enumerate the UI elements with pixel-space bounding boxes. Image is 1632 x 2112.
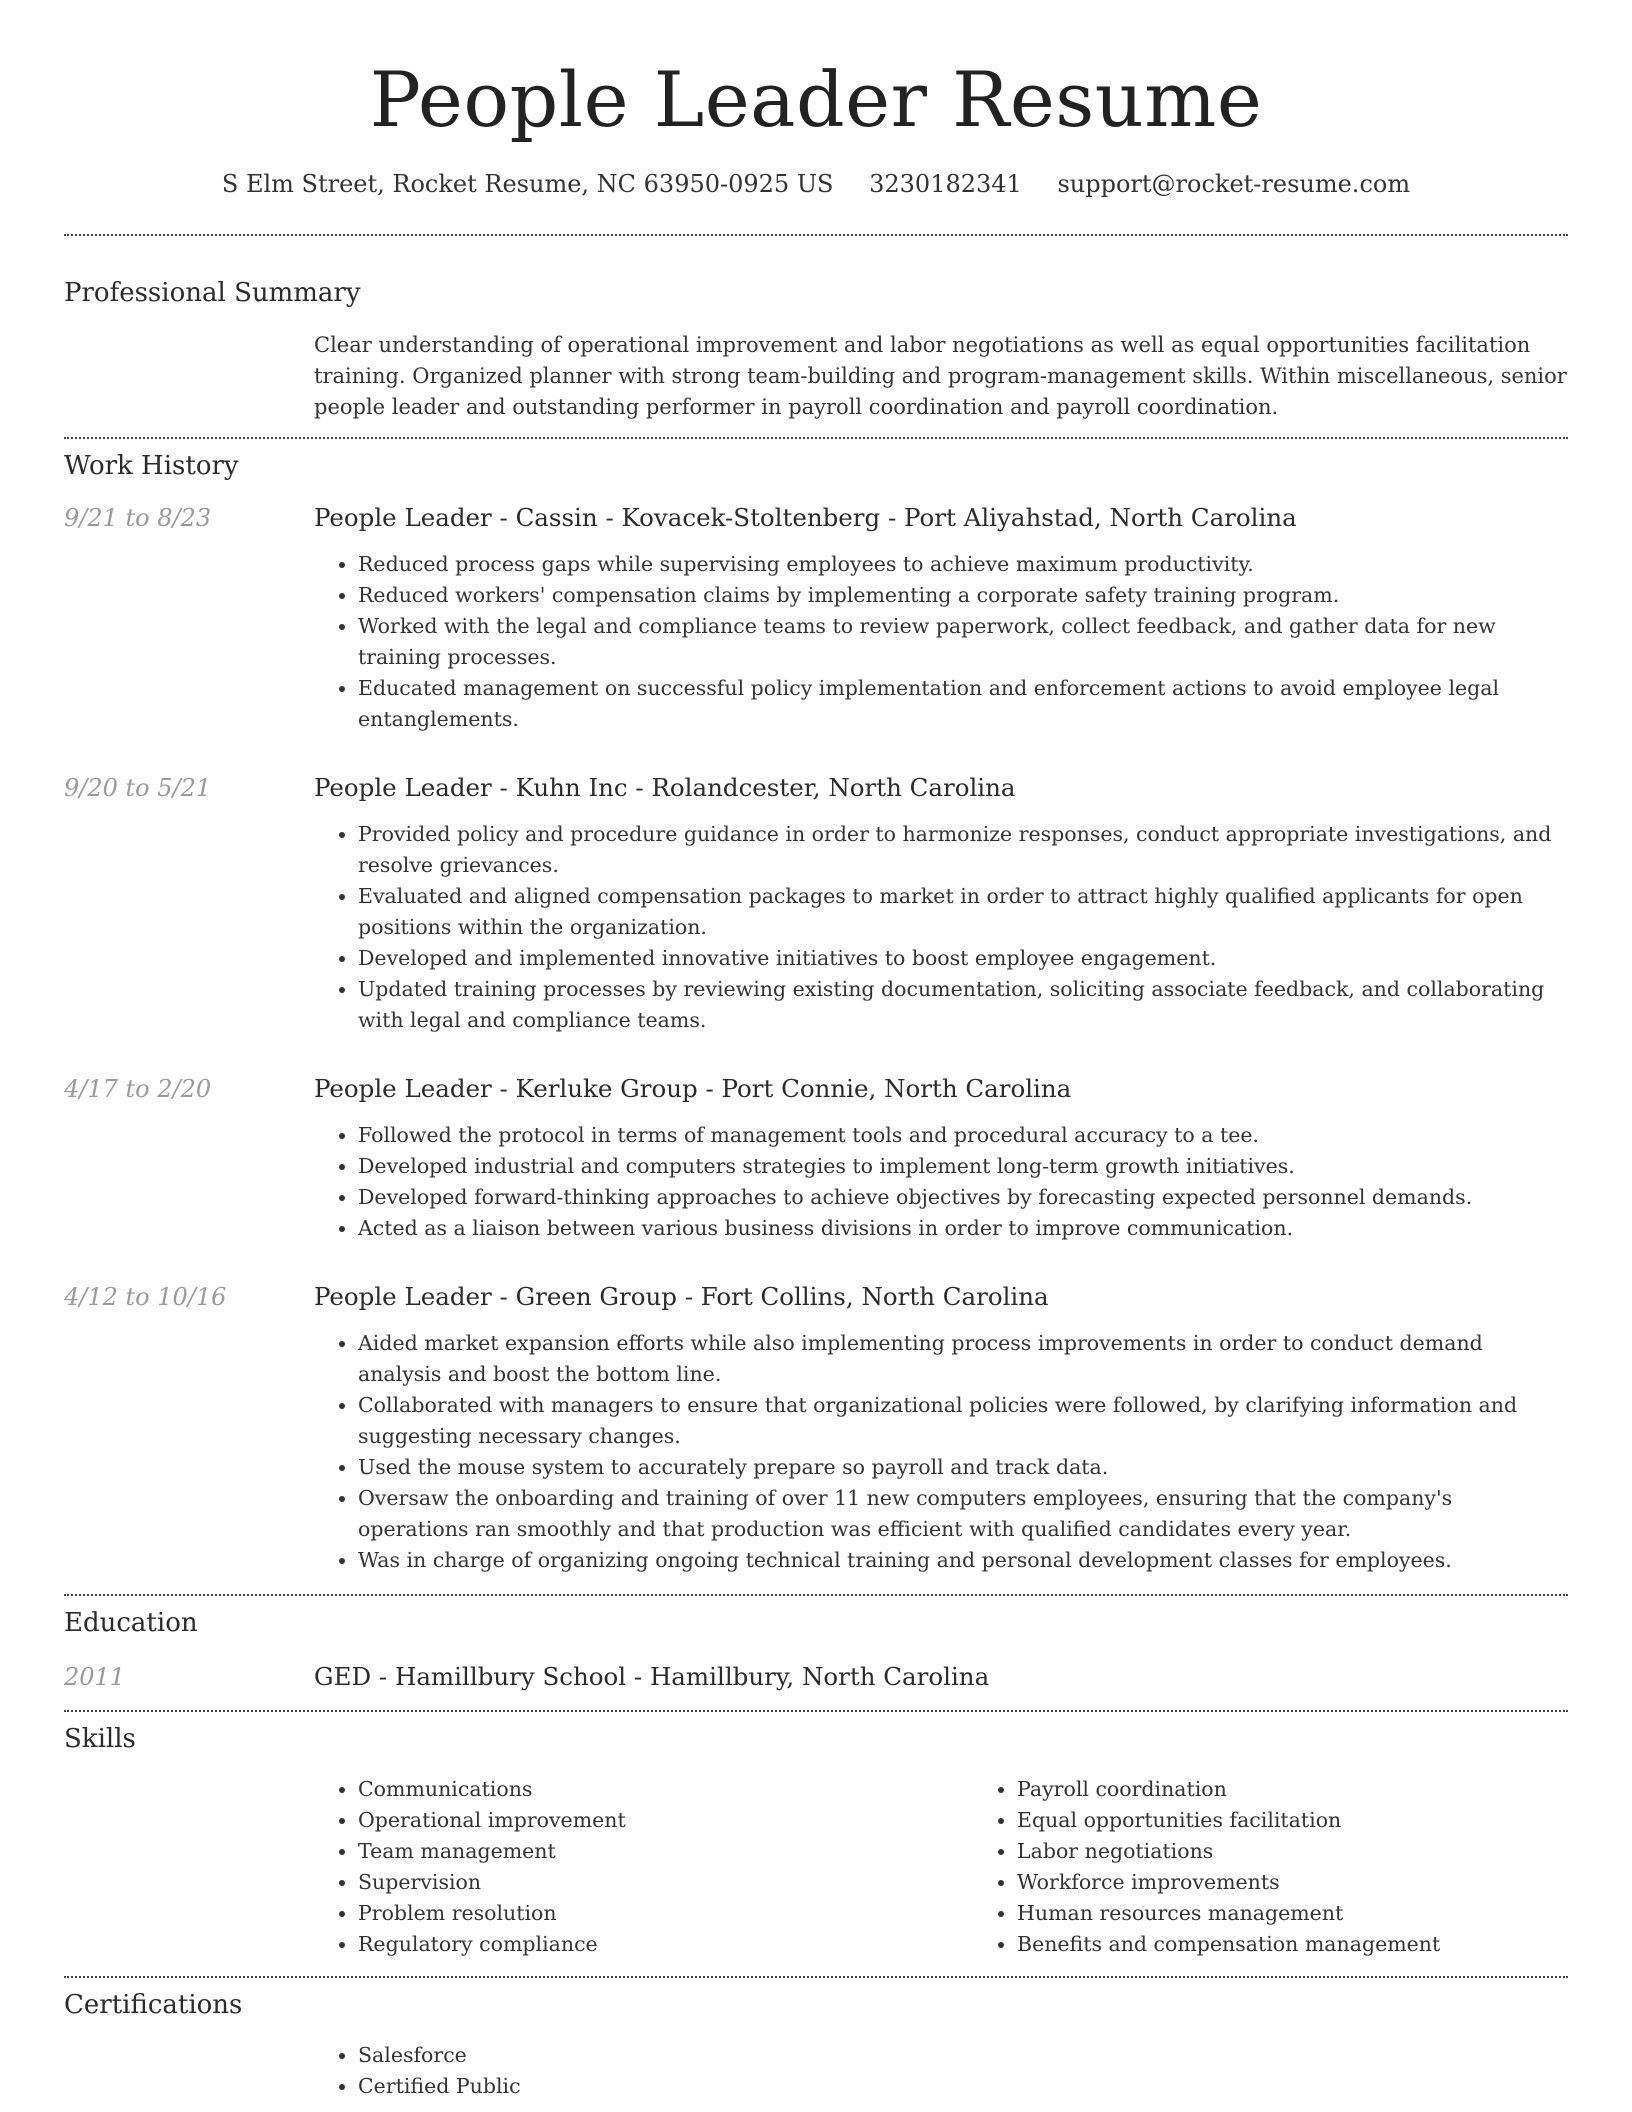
page-title: People Leader Resume: [369, 55, 1263, 144]
job-dates: 4/12 to 10/16: [64, 1283, 227, 1311]
work-history-heading: Work History: [64, 451, 239, 481]
contact-address: S Elm Street, Rocket Resume, NC 63950-0925 US: [221, 170, 834, 198]
certifications-section: [64, 1988, 1568, 2102]
section-divider: [64, 1594, 1568, 1596]
job-title: People Leader - Cassin - Kovacek-Stoltenberg - Port Aliyahstad, North Carolina: [314, 503, 1297, 532]
job-entry: [64, 1280, 1568, 1576]
list-item: • Used the mouse system to accurately prepare so payroll and track data.: [358, 1452, 1568, 1483]
list-item: • Developed industrial and computers strategies to implement long-term growth initiatives.: [358, 1151, 1568, 1182]
skills-list-right: [973, 1774, 1632, 1960]
skill-item: • Payroll coordination: [1017, 1774, 1632, 1805]
work-history-section: [64, 449, 1568, 1576]
skill-item: • Communications: [358, 1774, 973, 1805]
skill-item: • Problem resolution: [358, 1898, 973, 1929]
education-heading: Education: [64, 1608, 198, 1638]
certifications-spacer: [64, 2040, 314, 2102]
section-divider: [64, 234, 1568, 236]
list-item: • Reduced process gaps while supervising employees to achieve maximum productivity.: [358, 549, 1568, 580]
summary-spacer: [64, 330, 314, 423]
list-item: • Developed and implemented innovative initiatives to boost employee engagement.: [358, 943, 1568, 974]
summary-section: [64, 276, 1568, 423]
list-item: • Evaluated and aligned compensation packages to market in order to attract highly qualified applicants for open positions within the organization.: [358, 881, 1568, 943]
education-entry: [64, 1660, 1568, 1694]
certification-item: • Salesforce: [358, 2040, 1568, 2071]
list-item: • Updated training processes by reviewing existing documentation, soliciting associate feedback, and collaborating with legal and compliance teams.: [358, 974, 1568, 1036]
job-dates: 9/21 to 8/23: [64, 504, 212, 532]
job-bullets: [314, 1120, 1568, 1244]
skill-item: • Human resources management: [1017, 1898, 1632, 1929]
list-item: • Developed forward-thinking approaches to achieve objectives by forecasting expected personnel demands.: [358, 1182, 1568, 1213]
job-entry: [64, 501, 1568, 735]
skill-item: • Operational improvement: [358, 1805, 973, 1836]
skills-spacer: [64, 1774, 314, 1960]
list-item: • Followed the protocol in terms of management tools and procedural accuracy to a tee.: [358, 1120, 1568, 1151]
list-item: • Aided market expansion efforts while also implementing process improvements in order to conduct demand analysis and boost the bottom line.: [358, 1328, 1568, 1390]
job-title: People Leader - Green Group - Fort Collins, North Carolina: [314, 1282, 1049, 1311]
job-dates: 9/20 to 5/21: [64, 774, 212, 802]
education-section: [64, 1606, 1568, 1694]
job-bullets: [314, 549, 1568, 735]
certifications-heading: Certifications: [64, 1990, 243, 2020]
skills-heading: Skills: [64, 1724, 136, 1754]
skills-list-left: [314, 1774, 973, 1960]
list-item: • Oversaw the onboarding and training of over 11 new computers employees, ensuring that the company's operations ran smoothly and that production was efficient with qualified candidates every year.: [358, 1483, 1568, 1545]
skills-section: [64, 1722, 1568, 1960]
summary-heading: Professional Summary: [64, 278, 361, 308]
list-item: • Reduced workers' compensation claims by implementing a corporate safety training program.: [358, 580, 1568, 611]
skill-item: • Team management: [358, 1836, 973, 1867]
education-title: GED - Hamillbury School - Hamillbury, North Carolina: [314, 1662, 990, 1691]
skill-item: • Benefits and compensation management: [1017, 1929, 1632, 1960]
resume-page: [64, 0, 1568, 2102]
education-year: 2011: [64, 1663, 126, 1691]
job-bullets: [314, 1328, 1568, 1576]
contact-line: [64, 168, 1568, 200]
skill-item: • Supervision: [358, 1867, 973, 1898]
section-divider: [64, 437, 1568, 439]
skill-item: • Equal opportunities facilitation: [1017, 1805, 1632, 1836]
list-item: • Worked with the legal and compliance teams to review paperwork, collect feedback, and gather data for new training processes.: [358, 611, 1568, 673]
certification-item: • Certified Public: [358, 2071, 1568, 2102]
job-dates: 4/17 to 2/20: [64, 1075, 212, 1103]
job-bullets: [314, 819, 1568, 1036]
contact-phone: 3230182341: [869, 170, 1022, 198]
certifications-list: [314, 2040, 1568, 2102]
summary-text: Clear understanding of operational improvement and labor negotiations as well as equal opportunities facilitation training. Organized planner with strong team-building and program-management skills. Within miscellaneous, senior people leader and outstanding performer in payroll coordination and payroll coordination.: [314, 333, 1567, 419]
job-title: People Leader - Kuhn Inc - Rolandcester, North Carolina: [314, 773, 1016, 802]
list-item: • Collaborated with managers to ensure that organizational policies were followed, by clarifying information and suggesting necessary changes.: [358, 1390, 1568, 1452]
skill-item: • Workforce improvements: [1017, 1867, 1632, 1898]
list-item: • Was in charge of organizing ongoing technical training and personal development classes for employees.: [358, 1545, 1568, 1576]
job-entry: [64, 771, 1568, 1036]
section-divider: [64, 1710, 1568, 1712]
skill-item: • Labor negotiations: [1017, 1836, 1632, 1867]
skill-item: • Regulatory compliance: [358, 1929, 973, 1960]
list-item: • Provided policy and procedure guidance in order to harmonize responses, conduct appropriate investigations, and resolve grievances.: [358, 819, 1568, 881]
job-title: People Leader - Kerluke Group - Port Connie, North Carolina: [314, 1074, 1072, 1103]
list-item: • Acted as a liaison between various business divisions in order to improve communication.: [358, 1213, 1568, 1244]
job-entry: [64, 1072, 1568, 1244]
contact-email[interactable]: support@rocket-resume.com: [1057, 170, 1411, 198]
section-divider: [64, 1976, 1568, 1978]
list-item: • Educated management on successful policy implementation and enforcement actions to avoid employee legal entanglements.: [358, 673, 1568, 735]
